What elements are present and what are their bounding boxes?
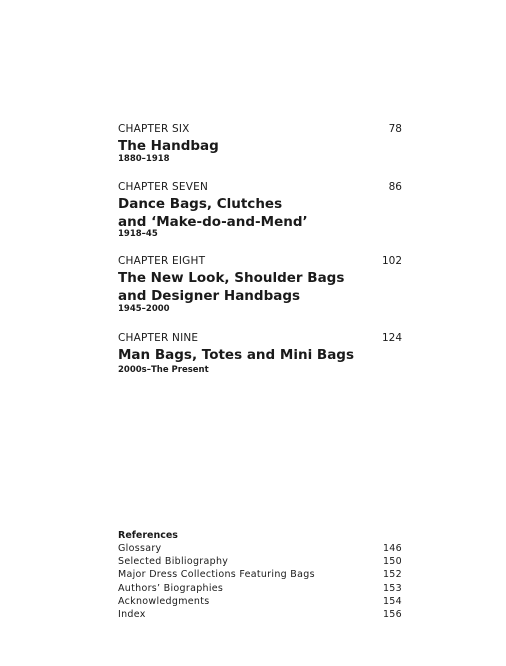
reference-label: Acknowledgments (118, 595, 210, 607)
chapter-page-number: 102 (381, 255, 402, 267)
reference-page-number: 153 (382, 582, 402, 594)
chapter-title (118, 195, 308, 231)
reference-item-bibliography (118, 555, 404, 568)
reference-item-collections (118, 568, 404, 581)
references-heading: References (118, 530, 178, 541)
reference-label: Glossary (118, 543, 162, 554)
reference-item-acknowledgments (118, 595, 404, 608)
chapter-dates: 1918–45 (118, 229, 158, 239)
chapter-page-number: 124 (381, 332, 402, 344)
chapter-title-line: and Designer Handbags (118, 288, 301, 304)
chapter-title-line: The Handbag (118, 138, 219, 154)
reference-item-glossary (118, 542, 404, 555)
reference-page-number: 154 (382, 595, 402, 607)
reference-label: Selected Bibliography (118, 556, 229, 568)
chapter-title-line: Man Bags, Totes and Mini Bags (118, 347, 354, 363)
reference-item-biographies (118, 582, 404, 595)
chapter-page-number: 86 (388, 181, 402, 193)
chapter-title (118, 269, 344, 305)
reference-label: Index (118, 608, 146, 620)
chapter-title (118, 137, 219, 155)
chapter-dates: 1880–1918 (118, 154, 170, 164)
chapter-dates: 2000s–The Present (118, 365, 209, 375)
chapter-title (118, 346, 354, 364)
references-section (118, 529, 404, 621)
reference-page-number: 150 (382, 556, 402, 568)
reference-page-number: 152 (382, 569, 402, 581)
chapter-title-line: The New Look, Shoulder Bags (118, 270, 345, 286)
chapter-title-line: Dance Bags, Clutches (118, 196, 283, 212)
chapter-title-line: and ‘Make-do-and-Mend’ (118, 214, 308, 230)
chapter-label: CHAPTER NINE (118, 332, 199, 344)
reference-label: Authors’ Biographies (118, 582, 224, 594)
reference-page-number: 146 (382, 543, 402, 554)
chapter-label: CHAPTER SEVEN (118, 181, 208, 193)
chapter-dates: 1945–2000 (118, 304, 170, 314)
chapter-page-number: 78 (388, 123, 402, 135)
reference-label: Major Dress Collections Featuring Bags (118, 569, 315, 581)
reference-page-number: 156 (382, 608, 402, 620)
reference-item-index (118, 608, 404, 621)
chapter-label: CHAPTER EIGHT (118, 255, 206, 267)
chapter-label: CHAPTER SIX (118, 123, 190, 135)
